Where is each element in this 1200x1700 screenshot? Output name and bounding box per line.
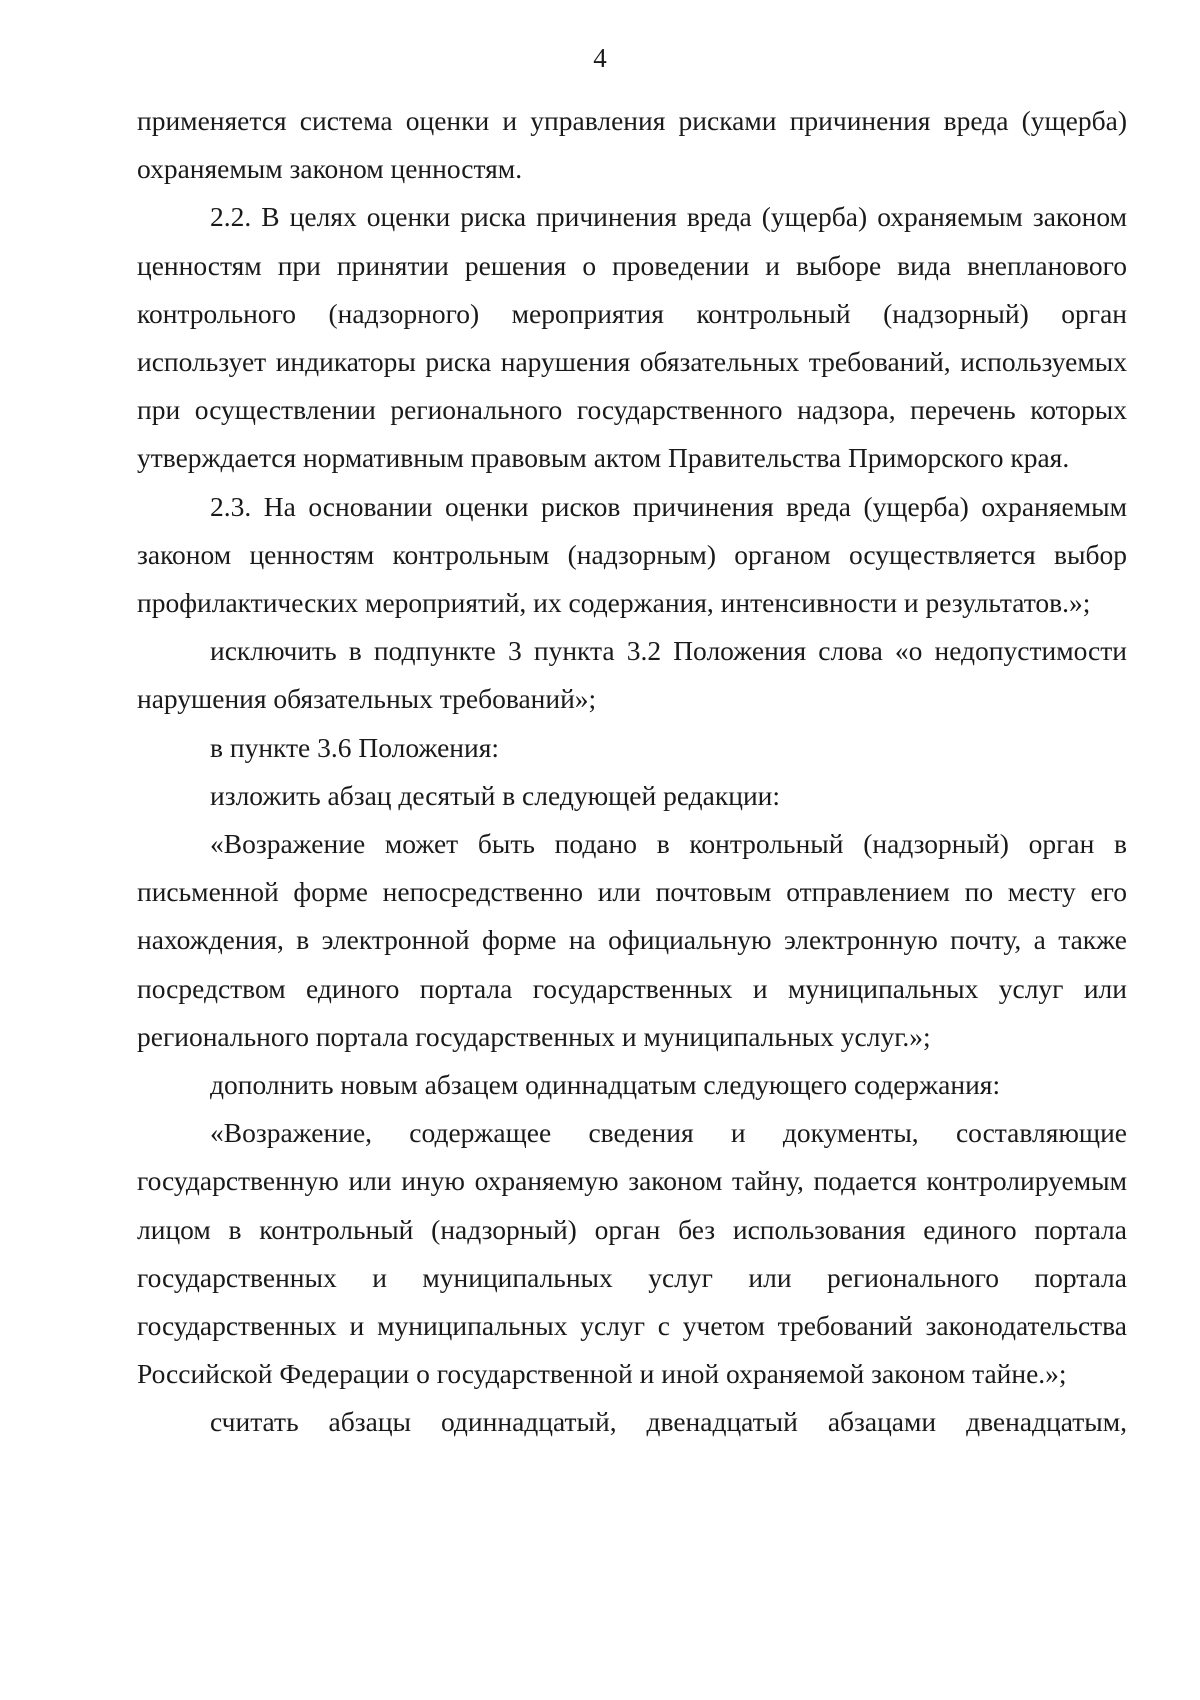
paragraph-continuation: применяется система оценки и управления рисками причинения вреда (ущерба) охраняемым законом ценностям. [137,105,1127,185]
paragraph-point-3-6: в пункте 3.6 Положения: [210,731,499,763]
document-body [137,97,1127,1447]
page-number: 4 [593,43,607,73]
paragraph-objection-secret: «Возражение, содержащее сведения и документы, составляющие государственную или иную охраняемую законом тайну, подается контролируемым лицом в контрольный (надзорный) орган без использования единого портала государственных и муниципальных услуг или регионального портала государственных и муниципальных услуг с учетом требований законодательства Российской Федерации о государственной и иной охраняемой законом тайне.»; [137,1117,1127,1390]
paragraph-add-eleventh: дополнить новым абзацем одиннадцатым следующего содержания: [210,1069,1001,1101]
paragraph-renumber: считать абзацы одиннадцатый, двенадцатый абзацами двенадцатым, [210,1406,1127,1438]
paragraph-2-3: 2.3. На основании оценки рисков причинения вреда (ущерба) охраняемым законом ценностям контрольным (надзорным) органом осуществляется выбор профилактических мероприятий, их содержания, интенсивности и результатов.»; [137,490,1127,619]
paragraph-objection-filing: «Возражение может быть подано в контрольный (надзорный) орган в письменной форме непосредственно или почтовым отправлением по месту его нахождения, в электронной форме на официальную электронную почту, а также посредством единого портала государственных и муниципальных услуг или регионального портала государственных и муниципальных услуг.»; [137,828,1127,1052]
paragraph-state-tenth: изложить абзац десятый в следующей редакции: [210,779,781,811]
paragraph-2-2: 2.2. В целях оценки риска причинения вреда (ущерба) охраняемым законом ценностям при принятии решения о проведении и выборе вида внепланового контрольного (надзорного) мероприятия контрольный (надзорный) орган использует индикаторы риска нарушения обязательных требований, используемых при осуществлении регионального государственного надзора, перечень которых утверждается нормативным правовым актом Правительства Приморского края. [137,201,1127,474]
paragraph-exclude-words: исключить в подпункте 3 пункта 3.2 Положения слова «о недопустимости нарушения обязательных требований»; [137,635,1127,715]
